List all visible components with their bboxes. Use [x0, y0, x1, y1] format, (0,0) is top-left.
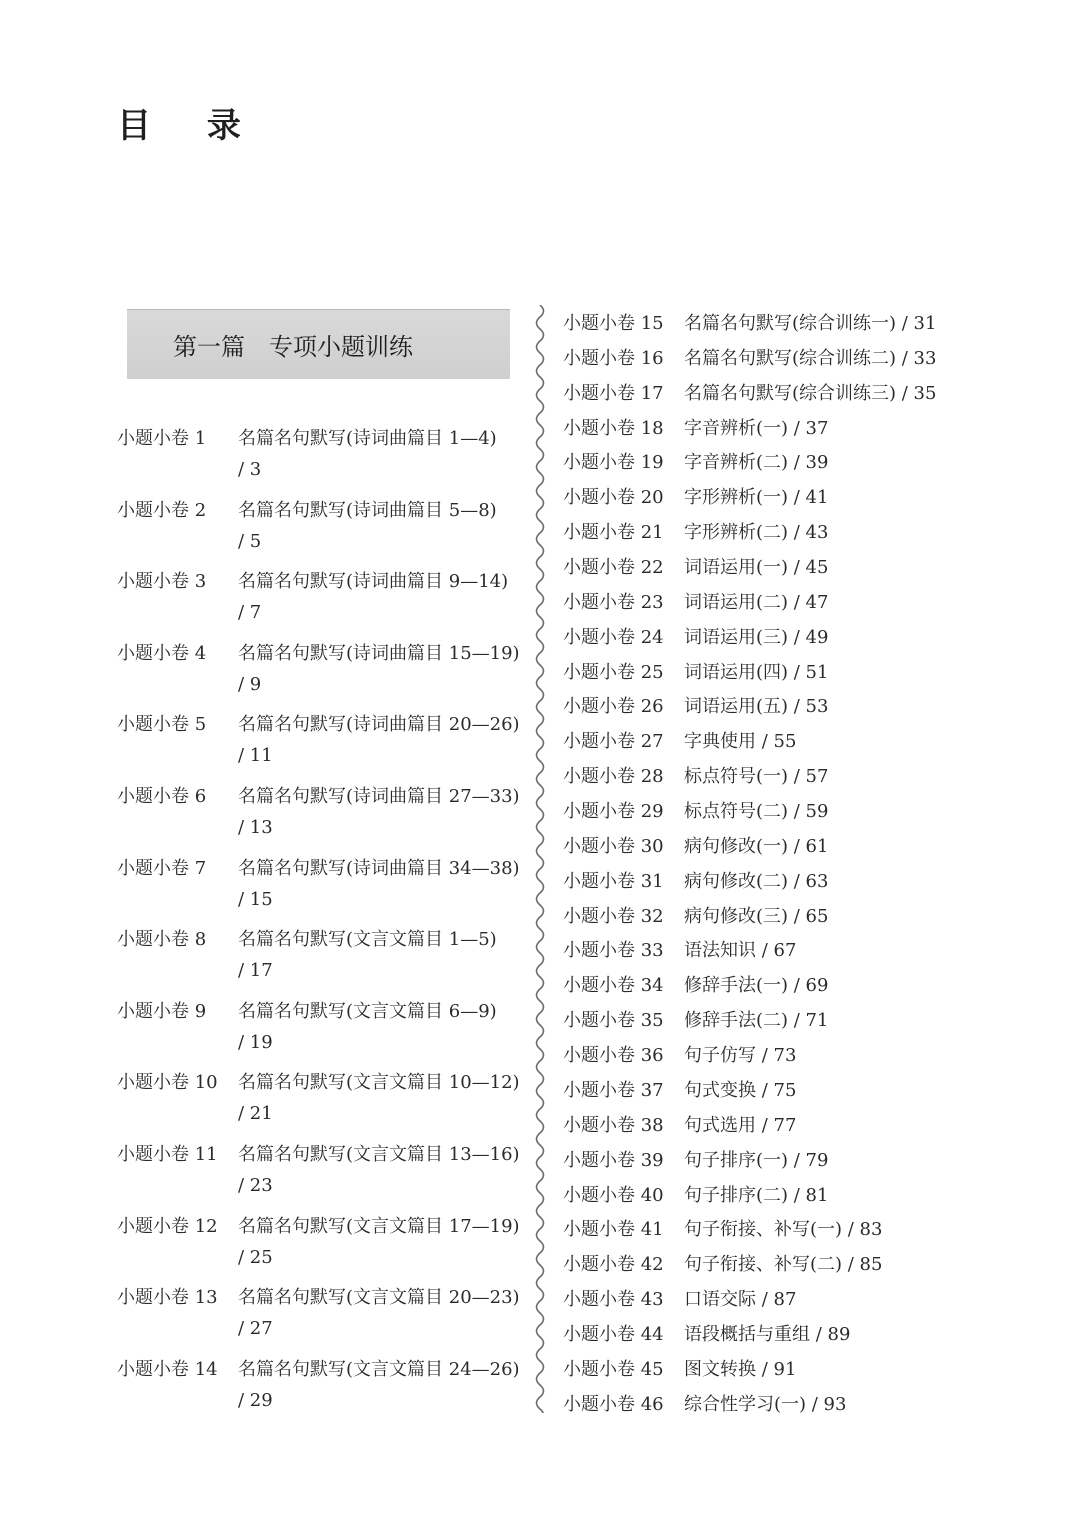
- toc-entry-title: 名篇名句默写(诗词曲篇目 15—19): [238, 642, 520, 664]
- toc-entry-code: 小题小卷 18: [563, 417, 664, 439]
- toc-entry[interactable]: [0, 1140, 540, 1206]
- toc-entry-code: 小题小卷 9: [117, 1000, 207, 1022]
- toc-entry[interactable]: [563, 1390, 1063, 1420]
- toc-entry-code: 小题小卷 27: [563, 731, 664, 753]
- toc-entry-code: 小题小卷 1: [117, 428, 207, 449]
- toc-entry-code: 小题小卷 43: [563, 1289, 664, 1311]
- toc-entry[interactable]: [563, 518, 1063, 548]
- toc-entry[interactable]: [563, 1181, 1063, 1211]
- toc-entry-code: 小题小卷 14: [117, 1358, 218, 1380]
- toc-entry-title: 综合性学习(一) / 93: [684, 1393, 847, 1415]
- toc-entry-code: 小题小卷 20: [563, 487, 664, 509]
- toc-entry-title: 修辞手法(二) / 71: [684, 1010, 829, 1032]
- toc-entry-page: / 25: [238, 1246, 273, 1268]
- toc-entry-code: 小题小卷 21: [563, 522, 664, 544]
- toc-entry-title: 词语运用(三) / 49: [684, 626, 829, 648]
- toc-entry-title: 词语运用(二) / 47: [684, 591, 829, 613]
- toc-entry-code: 小题小卷 45: [563, 1358, 664, 1380]
- toc-entry[interactable]: [0, 710, 540, 776]
- section-title: 第一篇 专项小题训练: [173, 333, 413, 361]
- toc-entry-title: 名篇名句默写(诗词曲篇目 20—26): [238, 714, 520, 736]
- toc-entry-code: 小题小卷 16: [563, 347, 664, 369]
- toc-entry[interactable]: [563, 797, 1063, 827]
- toc-entry-title: 名篇名句默写(诗词曲篇目 1—4): [238, 428, 497, 449]
- toc-entry[interactable]: [0, 1212, 540, 1278]
- toc-entry-code: 小题小卷 12: [117, 1215, 218, 1237]
- toc-entry[interactable]: [0, 567, 540, 633]
- toc-entry[interactable]: [563, 588, 1063, 618]
- toc-entry-title: 语段概括与重组 / 89: [684, 1323, 851, 1345]
- toc-entry[interactable]: [563, 309, 1063, 339]
- toc-entry-title: 词语运用(五) / 53: [684, 696, 829, 718]
- toc-entry-title: 名篇名句默写(文言文篇目 1—5): [238, 929, 497, 951]
- toc-entry[interactable]: [563, 623, 1063, 653]
- toc-entry[interactable]: [563, 483, 1063, 513]
- toc-entry-code: 小题小卷 44: [563, 1323, 664, 1345]
- toc-entry-title: 字形辨析(一) / 41: [684, 487, 829, 509]
- toc-entry-code: 小题小卷 34: [563, 975, 664, 997]
- toc-entry[interactable]: [563, 867, 1063, 897]
- toc-entry[interactable]: [563, 553, 1063, 583]
- toc-entry-title: 词语运用(一) / 45: [684, 557, 829, 579]
- toc-entry-code: 小题小卷 42: [563, 1254, 664, 1276]
- toc-entry-code: 小题小卷 35: [563, 1010, 664, 1032]
- toc-entry[interactable]: [0, 854, 540, 920]
- toc-entry-code: 小题小卷 32: [563, 905, 664, 927]
- toc-entry[interactable]: [563, 379, 1063, 409]
- toc-entry[interactable]: [563, 1250, 1063, 1280]
- toc-entry-title: 句子衔接、补写(二) / 85: [684, 1254, 883, 1276]
- toc-entry-code: 小题小卷 31: [563, 870, 664, 892]
- toc-entry-title: 名篇名句默写(诗词曲篇目 5—8): [238, 499, 497, 521]
- toc-entry-page: / 13: [238, 817, 273, 838]
- toc-entry[interactable]: [563, 344, 1063, 374]
- toc-entry-title: 名篇名句默写(文言文篇目 24—26): [238, 1358, 520, 1380]
- toc-entry[interactable]: [563, 762, 1063, 792]
- toc-entry-page: / 5: [238, 530, 262, 552]
- toc-entry-title: 标点符号(一) / 57: [684, 766, 829, 788]
- toc-entry[interactable]: [563, 936, 1063, 966]
- toc-entry-code: 小题小卷 29: [563, 801, 664, 823]
- toc-entry-code: 小题小卷 3: [117, 571, 207, 593]
- toc-entry[interactable]: [563, 1355, 1063, 1385]
- toc-entry-code: 小题小卷 38: [563, 1114, 664, 1136]
- toc-entry-title: 句式选用 / 77: [684, 1114, 797, 1136]
- toc-entry[interactable]: [563, 971, 1063, 1001]
- section-banner: [127, 309, 510, 379]
- toc-entry-title: 名篇名句默写(文言文篇目 10—12): [238, 1072, 520, 1094]
- toc-entry-page: / 17: [238, 960, 273, 982]
- toc-entry-title: 名篇名句默写(综合训练一) / 31: [684, 313, 937, 334]
- toc-entry-title: 字音辨析(一) / 37: [684, 417, 829, 439]
- toc-entry-code: 小题小卷 7: [117, 857, 207, 879]
- toc-entry[interactable]: [563, 1111, 1063, 1141]
- toc-entry[interactable]: [563, 1006, 1063, 1036]
- toc-entry-code: 小题小卷 23: [563, 591, 664, 613]
- toc-entry-page: / 19: [238, 1031, 273, 1053]
- toc-entry[interactable]: [0, 639, 540, 705]
- toc-entry-code: 小题小卷 37: [563, 1079, 664, 1101]
- toc-entry[interactable]: [563, 1041, 1063, 1071]
- toc-entry-code: 小题小卷 25: [563, 661, 664, 683]
- toc-entry-title: 名篇名句默写(文言文篇目 13—16): [238, 1144, 520, 1165]
- toc-entry-title: 名篇名句默写(诗词曲篇目 27—33): [238, 786, 520, 807]
- toc-entry-code: 小题小卷 22: [563, 557, 664, 579]
- toc-entry-page: / 3: [238, 459, 262, 480]
- toc-entry-code: 小题小卷 41: [563, 1219, 664, 1241]
- toc-entry-page: / 23: [238, 1175, 273, 1196]
- toc-entry-page: / 15: [238, 888, 273, 910]
- toc-entry-title: 名篇名句默写(文言文篇目 20—23): [238, 1287, 520, 1309]
- toc-entry-title: 句式变换 / 75: [684, 1079, 797, 1101]
- toc-entry-page: / 21: [238, 1103, 273, 1125]
- toc-entry-page: / 27: [238, 1318, 273, 1340]
- toc-entry[interactable]: [563, 727, 1063, 757]
- toc-entry[interactable]: [0, 997, 540, 1063]
- toc-entry-code: 小题小卷 40: [563, 1184, 664, 1206]
- toc-entry[interactable]: [563, 692, 1063, 722]
- toc-entry-page: / 7: [238, 602, 262, 624]
- toc-entry-code: 小题小卷 24: [563, 626, 664, 648]
- toc-entry-code: 小题小卷 13: [117, 1287, 218, 1309]
- toc-entry-title: 图文转换 / 91: [684, 1358, 797, 1380]
- toc-entry-title: 修辞手法(一) / 69: [684, 975, 829, 997]
- toc-entry-title: 句子仿写 / 73: [684, 1045, 797, 1067]
- toc-entry[interactable]: [563, 414, 1063, 444]
- toc-entry-code: 小题小卷 17: [563, 382, 664, 404]
- toc-entry[interactable]: [563, 1076, 1063, 1106]
- toc-entry-title: 病句修改(一) / 61: [684, 835, 829, 857]
- toc-entry-title: 句子排序(一) / 79: [684, 1149, 829, 1171]
- toc-entry-title: 病句修改(二) / 63: [684, 870, 829, 892]
- toc-entry-code: 小题小卷 15: [563, 313, 664, 334]
- toc-entry-title: 病句修改(三) / 65: [684, 905, 829, 927]
- toc-entry[interactable]: [563, 1215, 1063, 1245]
- toc-entry[interactable]: [0, 1068, 540, 1134]
- toc-entry-code: 小题小卷 39: [563, 1149, 664, 1171]
- toc-entry[interactable]: [0, 925, 540, 991]
- toc-entry-title: 标点符号(二) / 59: [684, 801, 829, 823]
- toc-entry-title: 句子排序(二) / 81: [684, 1184, 829, 1206]
- toc-entry-title: 词语运用(四) / 51: [684, 661, 829, 683]
- toc-entry-page: / 29: [238, 1389, 273, 1411]
- toc-entry-title: 名篇名句默写(诗词曲篇目 34—38): [238, 857, 520, 879]
- toc-entry-title: 名篇名句默写(文言文篇目 6—9): [238, 1000, 497, 1022]
- toc-entry-title: 字形辨析(二) / 43: [684, 522, 829, 544]
- toc-entry-code: 小题小卷 11: [117, 1144, 218, 1165]
- toc-entry-code: 小题小卷 4: [117, 642, 207, 664]
- toc-entry[interactable]: [0, 1283, 540, 1349]
- toc-entry-code: 小题小卷 6: [117, 786, 207, 807]
- toc-entry-code: 小题小卷 10: [117, 1072, 218, 1094]
- toc-entry-title: 句子衔接、补写(一) / 83: [684, 1219, 883, 1241]
- toc-entry-code: 小题小卷 5: [117, 714, 207, 736]
- toc-entry[interactable]: [0, 424, 540, 490]
- toc-entry-title: 语法知识 / 67: [684, 940, 797, 962]
- toc-entry-page: / 9: [238, 673, 262, 695]
- toc-entry[interactable]: [563, 448, 1063, 478]
- toc-entry[interactable]: [563, 902, 1063, 932]
- toc-entry-title: 名篇名句默写(综合训练三) / 35: [684, 382, 937, 404]
- toc-entry-code: 小题小卷 8: [117, 929, 207, 951]
- toc-entry[interactable]: [563, 1146, 1063, 1176]
- toc-entry-code: 小题小卷 33: [563, 940, 664, 962]
- toc-entry-code: 小题小卷 2: [117, 499, 207, 521]
- toc-entry-title: 字典使用 / 55: [684, 731, 797, 753]
- toc-entry-title: 名篇名句默写(综合训练二) / 33: [684, 347, 937, 369]
- toc-entry-code: 小题小卷 19: [563, 452, 664, 474]
- toc-entry[interactable]: [563, 832, 1063, 862]
- toc-entry-code: 小题小卷 30: [563, 835, 664, 857]
- toc-entry[interactable]: [563, 1285, 1063, 1315]
- toc-entry[interactable]: [0, 1355, 540, 1421]
- toc-entry-title: 口语交际 / 87: [684, 1289, 797, 1311]
- toc-entry[interactable]: [0, 496, 540, 562]
- toc-entry-title: 名篇名句默写(诗词曲篇目 9—14): [238, 571, 509, 593]
- toc-entry-code: 小题小卷 46: [563, 1393, 664, 1415]
- toc-entry[interactable]: [563, 658, 1063, 688]
- toc-entry-code: 小题小卷 36: [563, 1045, 664, 1067]
- toc-entry-page: / 11: [238, 745, 273, 767]
- page-title: 目 录: [117, 106, 263, 146]
- toc-entry-code: 小题小卷 28: [563, 766, 664, 788]
- toc-entry-title: 字音辨析(二) / 39: [684, 452, 829, 474]
- toc-entry-code: 小题小卷 26: [563, 696, 664, 718]
- toc-entry[interactable]: [563, 1320, 1063, 1350]
- toc-entry[interactable]: [0, 782, 540, 848]
- toc-entry-title: 名篇名句默写(文言文篇目 17—19): [238, 1215, 520, 1237]
